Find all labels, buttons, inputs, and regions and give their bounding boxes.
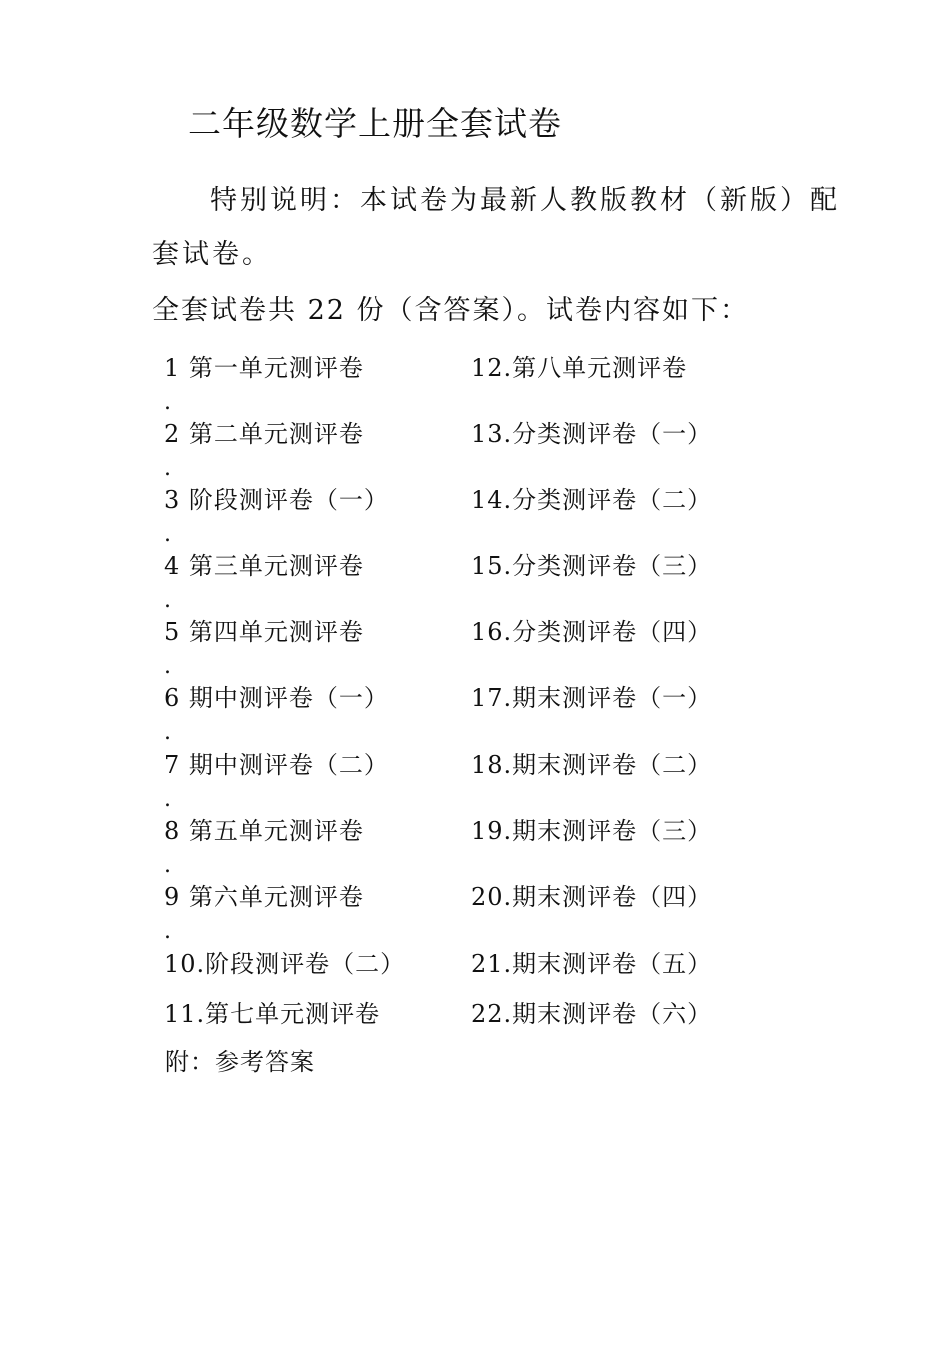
list-item-right: 19.期末测评卷（三）	[471, 817, 713, 845]
list-dot: .	[164, 787, 171, 812]
list-item-right: 16.分类测评卷（四）	[471, 618, 713, 646]
list-item-right: 22.期末测评卷（六）	[471, 1000, 713, 1028]
list-dot: .	[164, 919, 171, 944]
intro-line-1: 特别说明：本试卷为最新人教版教材（新版）配	[210, 185, 840, 216]
list-item-left: 7 期中测评卷（二）	[164, 751, 389, 779]
list-item-left: 10.阶段测评卷（二）	[164, 950, 406, 978]
list-item-right: 20.期末测评卷（四）	[471, 883, 713, 911]
list-dot: .	[164, 853, 171, 878]
list-dot: .	[164, 588, 171, 613]
list-item-left: 3 阶段测评卷（一）	[164, 486, 389, 514]
list-dot: .	[164, 720, 171, 745]
list-item-right: 14.分类测评卷（二）	[471, 486, 713, 514]
appendix-note: 附：参考答案	[165, 1048, 315, 1076]
list-dot: .	[164, 390, 171, 415]
intro-line-3: 全套试卷共 22 份（含答案）。试卷内容如下：	[152, 295, 750, 326]
list-dot: .	[164, 456, 171, 481]
list-item-right: 17.期末测评卷（一）	[471, 684, 713, 712]
list-item-left: 1 第一单元测评卷	[164, 354, 364, 382]
list-item-right: 13.分类测评卷（一）	[471, 420, 713, 448]
list-item-right: 21.期末测评卷（五）	[471, 950, 713, 978]
intro-line-2: 套试卷。	[152, 239, 272, 270]
list-item-left: 11.第七单元测评卷	[164, 1000, 381, 1028]
list-dot: .	[164, 522, 171, 547]
list-item-left: 6 期中测评卷（一）	[164, 684, 389, 712]
page-title: 二年级数学上册全套试卷	[188, 104, 562, 143]
list-item-left: 5 第四单元测评卷	[164, 618, 364, 646]
list-item-left: 9 第六单元测评卷	[164, 883, 364, 911]
list-item-left: 2 第二单元测评卷	[164, 420, 364, 448]
list-dot: .	[164, 654, 171, 679]
list-item-right: 18.期末测评卷（二）	[471, 751, 713, 779]
list-item-left: 4 第三单元测评卷	[164, 552, 364, 580]
list-item-right: 12.第八单元测评卷	[471, 354, 688, 382]
list-item-left: 8 第五单元测评卷	[164, 817, 364, 845]
list-item-right: 15.分类测评卷（三）	[471, 552, 713, 580]
